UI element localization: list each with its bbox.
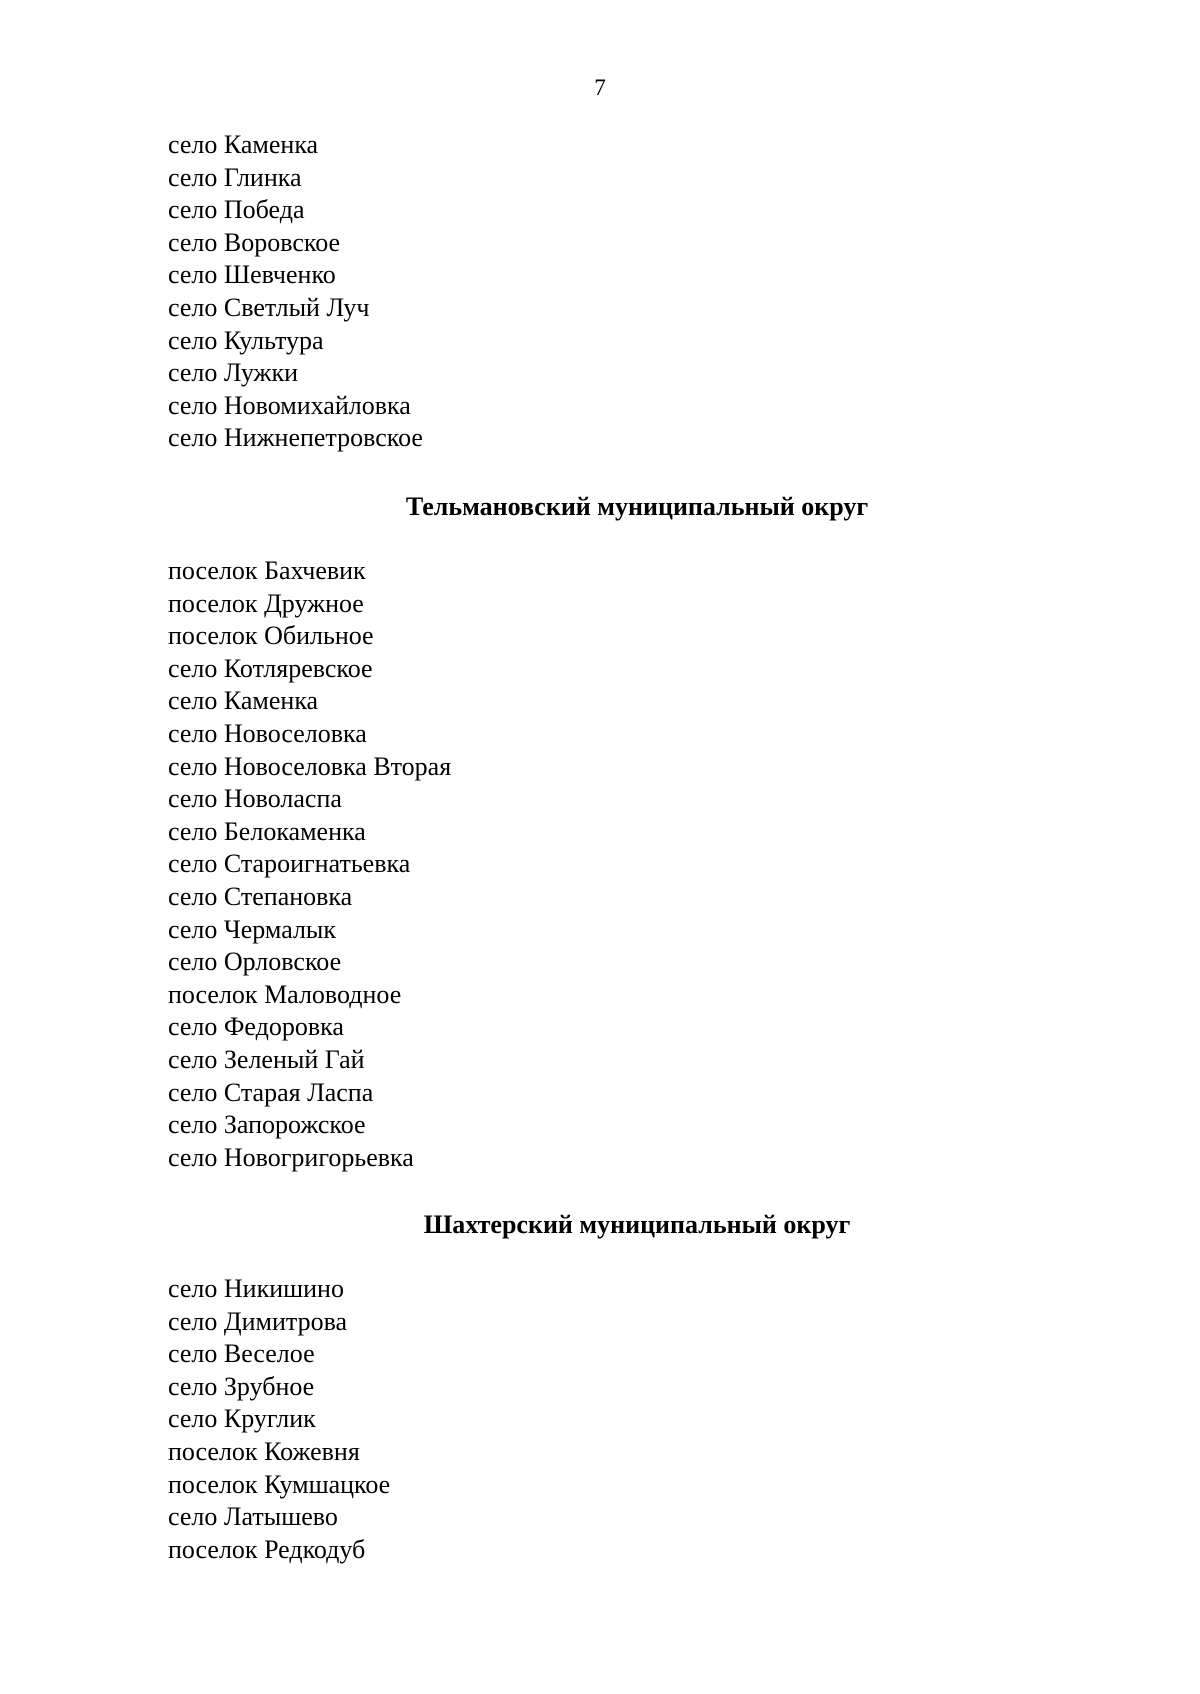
list-item: село Светлый Луч bbox=[168, 292, 370, 322]
list-item: поселок Кожевня bbox=[168, 1436, 360, 1466]
list-item: село Зрубное bbox=[168, 1371, 315, 1401]
list-item: село Глинка bbox=[168, 162, 302, 192]
settlement-list-1 bbox=[168, 129, 423, 455]
list-item: поселок Дружное bbox=[168, 588, 364, 618]
list-item: село Староигнатьевка bbox=[168, 849, 411, 879]
list-item: поселок Бахчевик bbox=[168, 556, 366, 585]
list-item: село Круглик bbox=[168, 1404, 316, 1434]
list-item: село Латышево bbox=[168, 1502, 338, 1532]
list-item: село Федоровка bbox=[168, 1012, 344, 1042]
list-item: село Лужки bbox=[168, 358, 299, 388]
list-item: село Воровское bbox=[168, 227, 341, 257]
list-item: село Культура bbox=[168, 325, 324, 355]
list-item: поселок Редкодуб bbox=[168, 1534, 366, 1564]
list-item: село Запорожское bbox=[168, 1110, 366, 1140]
list-item: поселок Обильное bbox=[168, 621, 374, 651]
list-item: село Зеленый Гай bbox=[168, 1044, 365, 1074]
list-item: село Победа bbox=[168, 195, 305, 225]
list-item: село Новомихайловка bbox=[168, 390, 411, 420]
list-item: село Новоселовка bbox=[168, 718, 367, 748]
list-item: село Орловское bbox=[168, 947, 342, 977]
list-item: село Димитрова bbox=[168, 1306, 348, 1336]
list-item: село Новогригорьевка bbox=[168, 1142, 414, 1172]
section-heading-shakhtersky: Шахтерский муниципальный округ bbox=[423, 1210, 851, 1239]
list-item: село Новоласпа bbox=[168, 784, 342, 814]
list-item: поселок Маловодное bbox=[168, 979, 402, 1009]
list-item: село Старая Ласпа bbox=[168, 1077, 374, 1107]
list-item: село Каменка bbox=[168, 130, 319, 159]
settlement-list-telmanovsky bbox=[168, 555, 451, 1174]
list-item: поселок Кумшацкое bbox=[168, 1469, 391, 1499]
list-item: село Веселое bbox=[168, 1339, 315, 1369]
list-item: село Чермалык bbox=[168, 914, 337, 944]
list-item: село Каменка bbox=[168, 686, 319, 716]
list-item: село Новоселовка Вторая bbox=[168, 751, 452, 781]
list-item: село Никишино bbox=[168, 1274, 344, 1303]
settlement-list-shakhtersky bbox=[168, 1273, 390, 1566]
list-item: село Белокаменка bbox=[168, 816, 366, 846]
list-item: село Шевченко bbox=[168, 260, 336, 290]
list-item: село Степановка bbox=[168, 881, 353, 911]
list-item: село Нижнепетровское bbox=[168, 423, 423, 453]
page-number: 7 bbox=[594, 75, 606, 100]
section-heading-telmanovsky: Тельмановский муниципальный округ bbox=[405, 492, 869, 521]
list-item: село Котляревское bbox=[168, 653, 373, 683]
